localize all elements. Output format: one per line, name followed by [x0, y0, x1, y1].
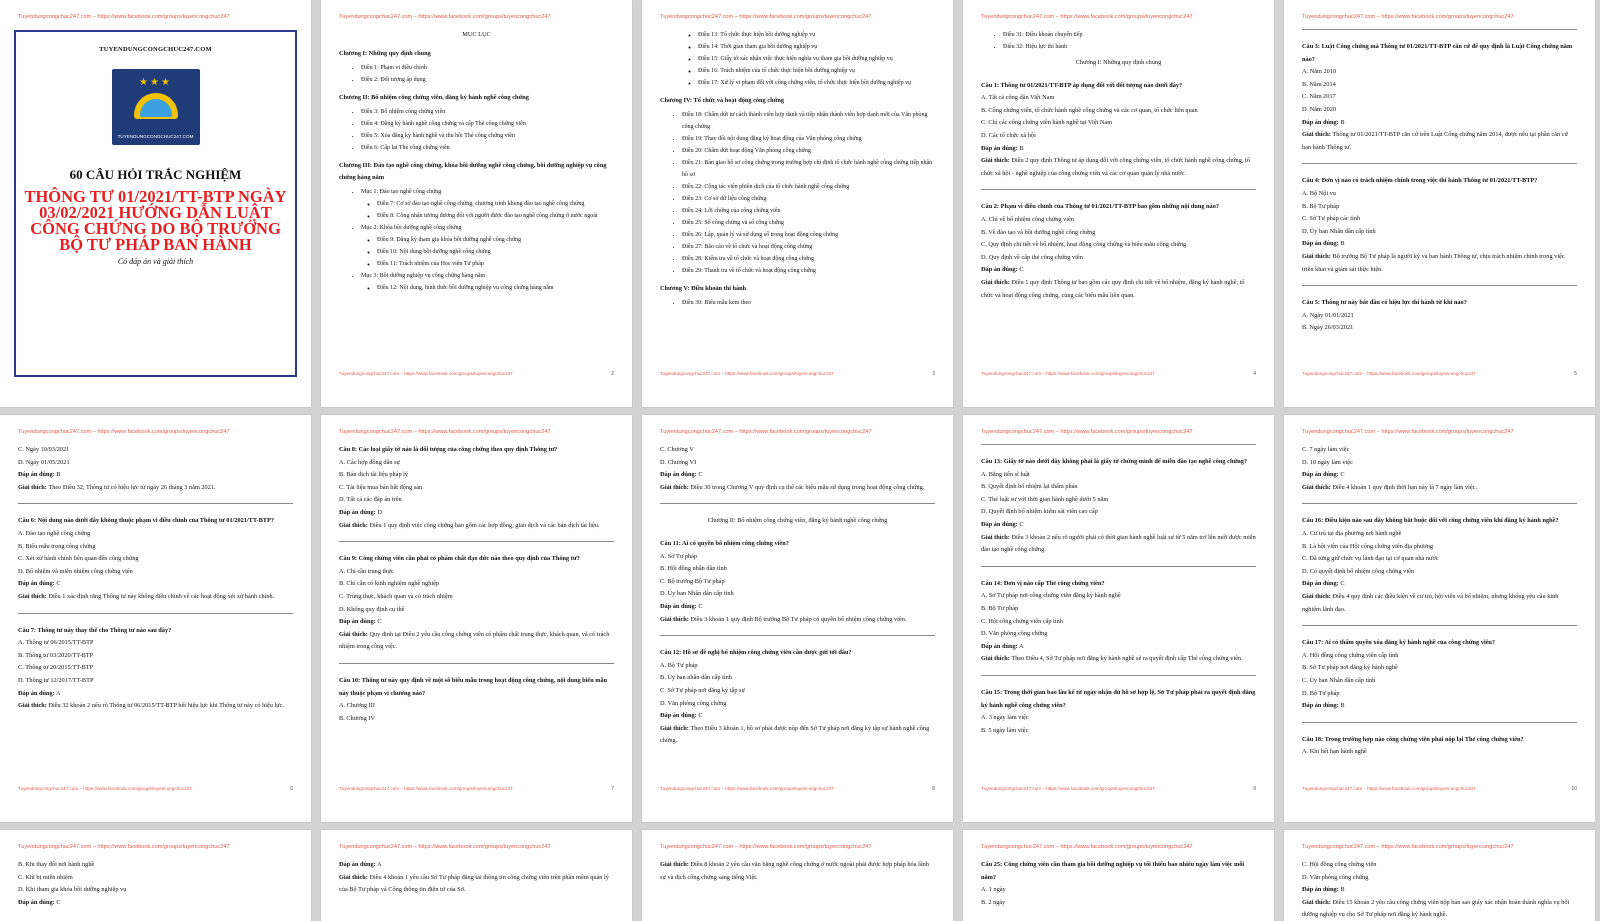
option: C. Trung thực, khách quan và có trách nhiệm [339, 592, 453, 600]
toc-item[interactable]: ◦ Điều 14: Thời gian tham gia bồi dưỡng nghiệp vụ [698, 41, 935, 53]
answer: Đáp án đúng: C [660, 471, 703, 479]
toc-chapter[interactable]: Chương IV: Tổ chức và hoạt động công chứng [660, 97, 784, 104]
explanation: Giải thích: Theo Điều 3 khoản 1, hồ sơ phải được nộp đến Sở Tư pháp nơi đăng ký tập sự hành nghề công chứng. [660, 724, 930, 745]
page-footer: Tuyendungcongchuc247.com – https://www.facebook.com/groups/tuyencongchuc247 10 [1302, 786, 1577, 792]
answer: Đáp án đúng: B [1302, 240, 1345, 248]
page-header: Tuyendungcongchuc247.com – https://www.facebook.com/groups/tuyencongchuc247 [339, 844, 551, 850]
option: C. Chỉ các công chứng viên hành nghề tại Việt Nam [981, 119, 1113, 127]
toc-item[interactable]: ◦ Điều 13: Tổ chức thực hiện bồi dưỡng nghiệp vụ [698, 29, 935, 41]
explanation: Giải thích: Quy định tại Điều 2 yêu cầu công chứng viên có phẩm chất trung thực, khách quan, và có trách nhiệm trong công việc. [339, 630, 610, 651]
divider [660, 503, 935, 504]
divider [981, 675, 1256, 676]
page-number: 4 [1253, 371, 1256, 377]
page-header: Tuyendungcongchuc247.com – https://www.facebook.com/groups/tuyencongchuc247 [18, 14, 230, 20]
divider [1302, 503, 1577, 504]
option: B. Quyết định bổ nhiệm lại thẩm phán [981, 483, 1078, 491]
option: B. Bộ Tư pháp [981, 604, 1019, 612]
divider [981, 189, 1256, 190]
page-9 [963, 415, 1274, 822]
option: D. Thông tư 12/2017/TT-BTP [18, 676, 94, 684]
answer: Đáp án đúng: A [981, 642, 1024, 650]
option: C. Ngày 10/03/2021 [18, 446, 70, 453]
page-header: Tuyendungcongchuc247.com – https://www.facebook.com/groups/tuyencongchuc247 [981, 14, 1193, 20]
option: D. Tất cả các đáp án trên [339, 496, 402, 504]
divider [18, 503, 293, 504]
question-text: Câu 14: Đơn vị nào cấp Thẻ công chứng viên? [981, 579, 1105, 587]
stars-icon: ★★★ [139, 77, 172, 88]
answer: Đáp án đúng: B [1302, 886, 1345, 894]
toc-item[interactable]: • Mục 3: Bồi dưỡng nghiệp vụ công chứng hàng năm [361, 270, 614, 282]
page-10 [1284, 415, 1595, 822]
option: C. Hội đồng công chứng viên [1302, 861, 1377, 868]
page-footer: Tuyendungcongchuc247.com – https://www.facebook.com/groups/tuyencongchuc247 2 [339, 371, 614, 377]
toc-item[interactable]: ◦ Điều 8: Công nhận tương đương đối với người được đào tạo nghề công chứng ở nước ngoài [377, 210, 614, 222]
option: D. Ủy ban Nhân dân cấp tỉnh [660, 590, 734, 598]
explanation: Giải thích: Điều 4 quy định các điều kiện về cư trú, hội viên và bổ nhiệm, nhưng không yêu cầu kinh nghiệm lãnh đạo. [1302, 592, 1559, 613]
toc-item[interactable]: ◦ Điều 9: Đăng ký tham gia khóa bồi dưỡng nghề công chứng [377, 234, 614, 246]
option: B. Chương IV [339, 714, 375, 722]
option: A. Chỉ cần trung thực [339, 567, 394, 575]
explanation: Giải thích: Theo Điều 32, Thông tư có hiệu lực từ ngày 26 tháng 3 năm 2021. [18, 483, 216, 491]
page-12 [321, 830, 632, 921]
option: D. Có quyết định bổ nhiệm công chứng viên [1302, 567, 1415, 575]
option: C. Bộ trưởng Bộ Tư pháp [660, 577, 725, 585]
divider [339, 663, 614, 664]
option: C. Thông tư 20/2015/TT-BTP [18, 664, 94, 672]
answer: Đáp án đúng: C [18, 898, 61, 906]
page-14 [963, 830, 1274, 921]
option: A. Chỉ về bổ nhiệm công chứng viên [981, 215, 1074, 223]
question-text: Câu 12: Hồ sơ đề nghị bổ nhiệm công chứng viên cần được gửi tới đâu? [660, 649, 852, 657]
question-text: Câu 1: Thông tư 01/2021/TT-BTP áp dụng đối với đối tượng nào dưới đây? [981, 81, 1183, 89]
option: D. 10 ngày làm việc [1302, 458, 1353, 466]
page-footer: Tuyendungcongchuc247.com – https://www.facebook.com/groups/tuyencongchuc247 9 [981, 786, 1256, 792]
toc-item[interactable]: ◦ Điều 16: Trách nhiệm của tổ chức thực hiện bồi dưỡng nghiệp vụ [698, 65, 935, 77]
page-13 [642, 830, 953, 921]
toc-chapter[interactable]: Chương I: Những quy định chung [339, 49, 431, 57]
option: C. 7 ngày làm việc [1302, 446, 1350, 453]
option: B. Bản dịch tài liệu pháp lý [339, 471, 409, 479]
page-15 [1284, 830, 1595, 921]
option: B. Công chứng viên, tổ chức hành nghề công chứng và các cơ quan, tổ chức liên quan [981, 106, 1198, 114]
option: D. Văn phòng công chứng [981, 630, 1048, 638]
explanation: Giải thích: Điều 3 khoản 2 nêu rõ người phải có thời gian hành nghề luật sư từ 5 năm trở lên mới được miễn đào tạo nghề công chứng. [981, 533, 1256, 554]
option: A. Sở Tư pháp nơi công chứng viên đăng ký hành nghề [981, 592, 1121, 600]
toc-item[interactable]: • Điều 21: Bàn giao hồ sơ công chứng trong trường hợp chỉ định tổ chức hành nghề công chứng tiếp nhận hồ sơ [682, 157, 935, 181]
page-number: 2 [611, 371, 614, 377]
option: D. Ngày 01/05/2021 [18, 458, 70, 466]
toc-item[interactable]: • Điều 28: Kiểm tra về tổ chức và hoạt động công chứng [682, 253, 935, 265]
option: C. Xét xử hành chính liên quan đến công chứng [18, 555, 139, 563]
page-header: Tuyendungcongchuc247.com – https://www.facebook.com/groups/tuyencongchuc247 [660, 844, 872, 850]
answer: Đáp án đúng: C [660, 712, 703, 720]
option: C. Chương V [660, 446, 694, 453]
option: D. Văn phòng công chứng [660, 699, 727, 707]
option: D. Ủy ban Nhân dân cấp tỉnh [1302, 227, 1376, 235]
answer: Đáp án đúng: B [1302, 118, 1345, 126]
option: A. 1 ngày [981, 886, 1006, 894]
explanation: Giải thích: Điều 32 khoản 2 nêu rõ Thông tư 06/2015/TT-BTP hết hiệu lực khi Thông tư này có hiệu lực. [18, 702, 285, 710]
option: D. Bộ Tư pháp [1302, 689, 1340, 697]
toc-item[interactable]: • Điều 6: Cấp lại Thẻ công chứng viên [361, 142, 614, 154]
page-number: 6 [290, 786, 293, 792]
page-number: 10 [1571, 786, 1577, 792]
option: D. Quyết định bổ nhiệm kiểm sát viên cao cấp [981, 508, 1098, 516]
page-footer: Tuyendungcongchuc247.com – https://www.facebook.com/groups/tuyencongchuc247 6 [18, 786, 293, 792]
divider [1302, 29, 1577, 30]
option: B. 5 ngày làm việc [981, 726, 1029, 734]
option: A. Cư trú tại địa phương nơi hành nghề [1302, 529, 1402, 537]
page-header: Tuyendungcongchuc247.com – https://www.facebook.com/groups/tuyencongchuc247 [339, 429, 551, 435]
option: B. Khi thay đổi nơi hành nghề [18, 861, 95, 868]
page-number: 5 [1574, 371, 1577, 377]
answer: Đáp án đúng: B [1302, 702, 1345, 710]
page-6 [0, 415, 311, 822]
option: C. Thẻ luật sư với thời gian hành nghề dưới 5 năm [981, 495, 1109, 503]
option: D. Văn phòng công chứng [1302, 873, 1369, 881]
divider [660, 635, 935, 636]
page-footer: Tuyendungcongchuc247.com – https://www.facebook.com/groups/tuyencongchuc247 3 [660, 371, 935, 377]
explanation: Giải thích: Điều 8 khoản 2 yêu cầu văn bằng nghề công chứng ở nước ngoài phải được hợp pháp hóa lãnh sự và dịch công chứng sang tiếng Việt. [660, 861, 929, 881]
option: A. Hội đồng công chứng viên cấp tỉnh [1302, 651, 1399, 659]
page-cover [0, 0, 311, 407]
divider [981, 566, 1256, 567]
divider [1302, 285, 1577, 286]
toc-item[interactable]: ◦ Điều 11: Trách nhiệm của Học viên Tư pháp [377, 258, 614, 270]
option: D. Khi tham gia khóa bồi dưỡng nghiệp vụ [18, 886, 127, 894]
answer: Đáp án đúng: C [1302, 580, 1345, 588]
option: A. Khi hết hạn hành nghề [1302, 748, 1367, 756]
page-footer: Tuyendungcongchuc247.com – https://www.facebook.com/groups/tuyencongchuc247 4 [981, 371, 1256, 377]
explanation: Giải thích: Bộ trưởng Bộ Tư pháp là người ký và ban hành Thông tư, chịu trách nhiệm chính trong việc triển khai và giám sát thực hiện. [1302, 252, 1565, 273]
explanation: Giải thích: Điều 2 quy định Thông tư áp dụng đối với công chứng viên, tổ chức hành nghề công chứng, tổ chức xã hội - nghề nghiệp của công chứng viên và các cơ quan quản lý nhà nước. [981, 157, 1250, 177]
toc-item[interactable]: • Điều 19: Thay đổi nội dung đăng ký hoạt động của Văn phòng công chứng [682, 133, 935, 145]
toc-item[interactable]: • Mục 1: Đào tạo nghề công chứng [361, 186, 614, 198]
page-footer: Tuyendungcongchuc247.com – https://www.facebook.com/groups/tuyencongchuc247 8 [660, 786, 935, 792]
option: D. Năm 2020 [1302, 105, 1337, 113]
toc-item[interactable]: • Mục 2: Khóa bồi dưỡng nghề công chứng [361, 222, 614, 234]
answer: Đáp án đúng: C [339, 618, 382, 626]
explanation: Giải thích: Thông tư 01/2021/TT-BTP căn cứ trên Luật Công chứng năm 2014, được nêu tại phần căn cứ ban hành Thông tư. [1302, 131, 1568, 151]
logo-text: TUYENDUNGCONGCHUC247.COM [117, 134, 194, 139]
question-text: Câu 8: Các loại giấy tờ nào là đối tượng của công chứng theo quy định Thông tư? [339, 446, 558, 453]
question-text: Câu 10: Thông tư này quy định về một số biểu mẫu trong hoạt động công chứng, nội dung biểu mẫu này thuộc phạm vi chương nào? [339, 676, 608, 697]
answer: Đáp án đúng: A [339, 861, 382, 868]
page-header: Tuyendungcongchuc247.com – https://www.facebook.com/groups/tuyencongchuc247 [1302, 14, 1514, 20]
option: C. Hội công chứng viên cấp tỉnh [981, 617, 1063, 625]
page-number: 3 [932, 371, 935, 377]
option: D. Quy định về cấp thẻ công chứng viên [981, 253, 1083, 261]
question-text: Câu 15: Trong thời gian bao lâu kể từ ngày nhận đủ hồ sơ hợp lệ, Sở Tư pháp phải ra quyết định đăng ký hành nghề công chứng viên? [981, 688, 1256, 709]
toc-item[interactable]: • Điều 27: Báo cáo về tổ chức và hoạt động công chứng [682, 241, 935, 253]
page-number: 8 [932, 786, 935, 792]
page-2 [321, 0, 632, 407]
toc-item[interactable]: • Điều 22: Cộng tác viên phiên dịch của tổ chức hành nghề công chứng [682, 181, 935, 193]
option: D. Chương VI [660, 458, 697, 466]
option: C. Sở Tư pháp các tỉnh [1302, 215, 1361, 223]
divider [1302, 163, 1577, 164]
option: A. Ngày 01/01/2021 [1302, 311, 1354, 319]
page-8 [642, 415, 953, 822]
page-header: Tuyendungcongchuc247.com – https://www.facebook.com/groups/tuyencongchuc247 [660, 429, 872, 435]
page-4 [963, 0, 1274, 407]
option: C. Sở Tư pháp nơi đăng ký tập sự [660, 686, 745, 694]
section-title: Chương I: Những quy định chung [1075, 59, 1162, 66]
question-text: Câu 9: Công chứng viên cần phải có phẩm chất đạo đức nào theo quy định của Thông tư? [339, 555, 580, 563]
toc-item[interactable]: • Điều 31: Điều khoản chuyển tiếp [1003, 29, 1256, 41]
page-header: Tuyendungcongchuc247.com – https://www.facebook.com/groups/tuyencongchuc247 [660, 14, 872, 20]
page-7 [321, 415, 632, 822]
option: B. Chỉ cần có kinh nghiệm nghề nghiệp [339, 580, 440, 588]
toc-item[interactable]: • Điều 20: Chấm dứt hoạt động Văn phòng công chứng [682, 145, 935, 157]
question-text: Câu 17: Ai có thẩm quyền xóa đăng ký hành nghề của công chứng viên? [1302, 639, 1496, 647]
answer: Đáp án đúng: C [981, 266, 1024, 274]
toc [339, 29, 614, 294]
option: B. Thông tư 03/2020/TT-BTP [18, 651, 94, 659]
toc-item[interactable]: • Điều 1: Phạm vi điều chỉnh [361, 62, 614, 74]
page-number: 7 [611, 786, 614, 792]
page-number: 9 [1253, 786, 1256, 792]
toc-item[interactable]: • Điều 5: Xóa đăng ký hành nghề và thu hồi Thẻ công chứng viên [361, 130, 614, 142]
explanation: Giải thích: Điều 1 quy định việc công chứng bao gồm các hợp đồng, giao dịch và các bản dịch tài liệu. [339, 521, 600, 529]
toc-item[interactable]: • Điều 18: Chấm dứt tư cách thành viên hợp danh và tiếp nhận thành viên hợp danh mới của Văn phòng công chứng [682, 109, 935, 133]
option: C. Năm 2017 [1302, 93, 1336, 101]
question-text: Câu 6: Nội dung nào dưới đây không thuộc phạm vi điều chỉnh của Thông tư 01/2021/TT-BTP? [18, 517, 274, 525]
section-title: Chương II: Bổ nhiệm công chứng viên, đăng ký hành nghề công chứng [707, 517, 888, 525]
question-text: Câu 13: Giấy tờ nào dưới đây không phải là giấy tờ chứng minh để miễn đào tạo nghề công chứng? [981, 458, 1248, 465]
option: A. Bộ Nội vụ [1302, 189, 1336, 197]
toc-chapter[interactable]: Chương V: Điều khoản thi hành [660, 285, 747, 292]
toc-item[interactable]: • Điều 29: Thanh tra về tổ chức và hoạt động công chứng [682, 265, 935, 277]
option: B. Năm 2014 [1302, 80, 1336, 88]
explanation: Giải thích: Điều 30 trong Chương V quy định cụ thể các biểu mẫu sử dụng trong hoạt động công chứng. [660, 483, 925, 491]
toc-item[interactable]: • Điều 26: Lập, quản lý và sử dụng số trong hoạt động công chứng [682, 229, 935, 241]
option: A. Tất cả công dân Việt Nam [981, 94, 1055, 102]
option: C. Quy định chi tiết về bổ nhiệm, hoạt động công chứng và biểu mẫu công chứng [981, 241, 1187, 249]
option: B. Bộ Tư pháp [1302, 202, 1340, 210]
toc-item[interactable]: ◦ Điều 17: Xử lý vi phạm đối với công chứng viên, tổ chức thực hiện bồi dưỡng nghiệp vụ [698, 77, 935, 89]
toc-item[interactable]: • Điều 4: Đăng ký hành nghề công chứng và cấp Thẻ công chứng viên [361, 118, 614, 130]
option: B. Về đào tạo và bồi dưỡng nghề công chứng [981, 228, 1096, 236]
answer: Đáp án đúng: C [1302, 471, 1345, 479]
option: D. Bổ nhiệm và miễn nhiệm công chứng viên [18, 567, 133, 575]
toc-item[interactable]: • Điều 32: Hiệu lực thi hành [1003, 41, 1256, 53]
divider [1302, 625, 1577, 626]
explanation: Giải thích: Điều 1 quy định Thông tư bao gồm các quy định chi tiết về bổ nhiệm, đăng ký hành nghề, tổ chức và hoạt động công chứng, cùng các biểu mẫu liên quan. [981, 278, 1245, 299]
toc-chapter[interactable]: Chương II: Bổ nhiệm công chứng viên, đăng ký hành nghề công chứng [339, 93, 529, 101]
option: C. Ủy ban Nhân dân cấp tỉnh [1302, 676, 1376, 684]
question-text: Câu 5: Thông tư này bắt đầu có hiệu lực thi hành từ khi nào? [1302, 299, 1467, 307]
option: A. Sở Tư pháp [660, 552, 698, 560]
toc-item[interactable]: • Điều 30: Biểu mẫu kèm theo [682, 297, 935, 309]
page-header: Tuyendungcongchuc247.com – https://www.facebook.com/groups/tuyencongchuc247 [18, 844, 230, 850]
toc-chapter[interactable]: Chương III: Đào tạo nghề công chứng, khóa bồi dưỡng nghề công chứng, bồi dưỡng nghiệp vụ công chứng hàng năm [339, 161, 607, 181]
explanation: Giải thích: Theo Điều 4, Sở Tư pháp nơi đăng ký hành nghề sẽ ra quyết định cấp Thẻ công chứng viên. [981, 655, 1243, 663]
question-text: Câu 16: Điều kiện nào sau đây không bắt buộc đối với công chứng viên khi đăng ký hành nghề? [1302, 517, 1559, 525]
answer: Đáp án đúng: A [18, 689, 61, 697]
option: B. Là hội viên của Hội công chứng viên địa phương [1302, 542, 1433, 550]
divider [18, 613, 293, 614]
question-text: Câu 7: Thông tư này thay thế cho Thông tư nào sau đây? [18, 626, 172, 634]
toc-item[interactable]: • Điều 23: Cơ sở dữ liệu công chứng [682, 193, 935, 205]
toc-title: MỤC LỤC [462, 31, 491, 38]
cover-count: 60 CÂU HỎI TRẮC NGHIỆM [69, 167, 242, 182]
cover-frame [14, 30, 297, 377]
cover-site: TUYENDUNGCONGCHUC247.COM [99, 46, 212, 53]
divider [1302, 722, 1577, 723]
explanation: Giải thích: Điều 1 xác định rằng Thông tư này không điều chỉnh về các hoạt động xét xử hành chính. [18, 592, 275, 600]
option: B. Hội đồng nhân dân tỉnh [660, 565, 727, 573]
option: A. Năm 2010 [1302, 68, 1337, 76]
option: A. 3 ngày làm việc [981, 714, 1029, 722]
divider [339, 541, 614, 542]
toc-item[interactable]: • Điều 24: Lời chứng của công chứng viên [682, 205, 935, 217]
question-text: Câu 3: Luật Công chứng mà Thông tư 01/2021/TT-BTP căn cứ để quy định là Luật Công chứng năm nào? [1302, 43, 1573, 63]
page-header: Tuyendungcongchuc247.com – https://www.facebook.com/groups/tuyencongchuc247 [1302, 429, 1514, 435]
question-text: Câu 11: Ai có quyền bổ nhiệm công chứng viên? [660, 539, 789, 547]
option: A. Chương III [339, 702, 375, 710]
toc-item[interactable]: ◦ Điều 7: Cơ sở đào tạo nghề công chứng, chương trình khung đào tạo nghề công chứng [377, 198, 614, 210]
cover-subtitle: Có đáp án và giải thích [117, 257, 194, 266]
option: C. Tài liệu mua bán bất động sản [339, 483, 423, 491]
answer: Đáp án đúng: D [339, 508, 382, 516]
option: A. Thông tư 06/2015/TT-BTP [18, 639, 94, 647]
question-text: Câu 25: Công chứng viên cần tham gia bồi dưỡng nghiệp vụ tối thiểu bao nhiêu ngày làm việc mỗi năm? [981, 861, 1245, 881]
option: A. Bằng tiến sĩ luật [981, 470, 1030, 478]
option: D. Các tổ chức xã hội [981, 131, 1036, 139]
question-text: Câu 4: Đơn vị nào có trách nhiệm chính trong việc thi hành Thông tư 01/2021/TT-BTP? [1302, 177, 1538, 185]
toc-item[interactable]: • Điều 3: Bổ nhiệm công chứng viên [361, 106, 614, 118]
page-header: Tuyendungcongchuc247.com – https://www.facebook.com/groups/tuyencongchuc247 [981, 844, 1193, 850]
option: B. Ngày 26/03/2021 [1302, 324, 1354, 332]
page-footer: Tuyendungcongchuc247.com – https://www.facebook.com/groups/tuyencongchuc247 7 [339, 786, 614, 792]
option: A. Đào tạo nghề công chứng [18, 529, 91, 537]
divider [981, 444, 1256, 445]
page-header: Tuyendungcongchuc247.com – https://www.facebook.com/groups/tuyencongchuc247 [339, 14, 551, 20]
site-logo [112, 69, 200, 145]
option: B. Biểu mẫu trong công chứng [18, 542, 96, 550]
toc-item[interactable]: ◦ Điều 12: Nội dung, hình thức bồi dưỡng nghiệp vụ công chứng hàng năm [377, 282, 614, 294]
cover-title: THÔNG TƯ 01/2021/TT-BTP NGÀY 03/02/2021 HƯỚNG DẪN LUẬT CÔNG CHỨNG DO BỘ TRƯỞNG BỘ TƯ PHÁP BAN HÀNH [24, 187, 287, 254]
question-text: Câu 2: Phạm vi điều chỉnh của Thông tư 01/2021/TT-BTP bao gồm những nội dung nào? [981, 203, 1219, 211]
option: C. Khi bị miễn nhiệm [18, 873, 73, 881]
answer: Đáp án đúng: B [18, 471, 61, 479]
option: B. Sở Tư pháp nơi đăng ký hành nghề [1302, 664, 1398, 672]
option: A. Các hợp đồng dân sự [339, 458, 400, 466]
explanation: Giải thích: Điều 4 khoản 1 yêu cầu Sở Tư pháp đăng tải thông tin công chứng viên trên phần mềm quản lý của Bộ Tư pháp và Cổng thông tin điện tử của Sở. [339, 873, 609, 894]
page-3 [642, 0, 953, 407]
option: C. Đã từng giữ chức vụ lãnh đạo tại cơ quan nhà nước [1302, 555, 1439, 563]
answer: Đáp án đúng: C [18, 580, 61, 588]
toc-item[interactable]: • Điều 2: Đối tượng áp dụng [361, 74, 614, 86]
page-11 [0, 830, 311, 921]
option: B. Ủy ban nhân dân cấp tỉnh [660, 674, 732, 682]
toc-item[interactable]: • Điều 25: Số công chứng và sổ công chứng [682, 217, 935, 229]
explanation: Giải thích: Điều 3 khoản 1 quy định Bộ trưởng Bộ Tư pháp có quyền bổ nhiệm công chứng viên. [660, 615, 907, 623]
toc [660, 29, 935, 309]
answer: Đáp án đúng: B [981, 144, 1024, 152]
explanation: Giải thích: Điều 4 khoản 1 quy định thời hạn này là 7 ngày làm việc. [1302, 483, 1478, 491]
answer: Đáp án đúng: C [660, 602, 703, 610]
page-header: Tuyendungcongchuc247.com – https://www.facebook.com/groups/tuyencongchuc247 [981, 429, 1193, 435]
explanation: Giải thích: Điều 15 khoản 2 yêu cầu công chứng viên nộp bản sao giấy xác nhận hoàn thành nghĩa vụ bồi dưỡng nghiệp vụ cho Sở Tư pháp nơi đăng ký hành nghề. [1302, 898, 1570, 919]
page-5 [1284, 0, 1595, 407]
toc-item[interactable]: ◦ Điều 15: Giấy tờ xác nhận việc thực hiện nghĩa vụ tham gia bồi dưỡng nghiệp vụ [698, 53, 935, 65]
option: B. 2 ngày [981, 898, 1006, 906]
page-footer: Tuyendungcongchuc247.com – https://www.facebook.com/groups/tuyencongchuc247 5 [1302, 371, 1577, 377]
option: D. Không quy định cụ thể [339, 605, 405, 613]
option: A. Bộ Tư pháp [660, 661, 698, 669]
question-text: Câu 18: Trong trường hợp nào công chứng viên phải nộp lại Thẻ công chứng viên? [1302, 735, 1524, 743]
page-header: Tuyendungcongchuc247.com – https://www.facebook.com/groups/tuyencongchuc247 [18, 429, 230, 435]
toc-item[interactable]: ◦ Điều 10: Nội dung bồi dưỡng nghề công chứng [377, 246, 614, 258]
page-header: Tuyendungcongchuc247.com – https://www.facebook.com/groups/tuyencongchuc247 [1302, 844, 1514, 850]
answer: Đáp án đúng: C [981, 520, 1024, 528]
